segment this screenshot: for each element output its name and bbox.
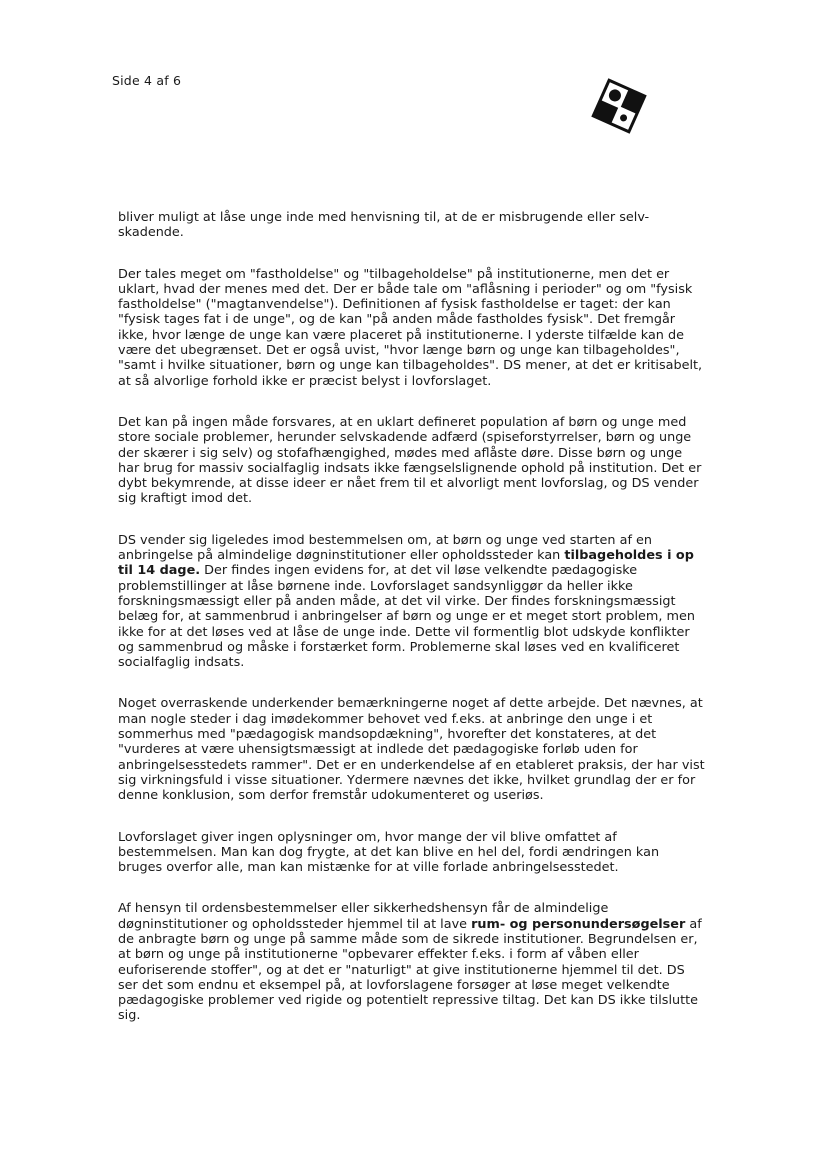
body-paragraph [118,533,706,671]
bold-text: tilbageholdes i op til 14 dage. [118,548,694,579]
paragraph-text: Der findes ingen evidens for, at det vil løse velkendte pædagogiske problemstillinger at låse børnene inde. Lovforslaget sandsynliggør da heller ikke forskningsmæssigt eller på anden måde, at det vil virke. Der findes forskningsmæssigt belæg for, at sammenbrud i anbringelser af børn og unge er et meget stort problem, men ikke for at det løses ved at låse de unge inde. Dette vil formentlig blot udskyde konflikter og sammenbrud og måske i forstærket form. Problemerne skal løses ved en kvalificeret socialfaglig indsats. [118,563,695,671]
body-paragraph [118,696,706,803]
paragraph-text: bliver muligt at låse unge inde med henvisning til, at de er misbrugende eller selv-skadende. [118,210,650,241]
paragraph-text: DS vender sig ligeledes imod bestemmelsen om, at børn og unge ved starten af en anbringelse på almindelige døgninstitutioner eller opholdssteder kan [118,532,653,564]
body-paragraph [118,210,706,241]
bold-text: rum- og personundersøgelser [471,916,686,932]
body-paragraph [118,415,706,507]
paragraph-text: Af hensyn til ordensbestemmelser eller sikkerhedshensyn får de almindelige døgninstitutioner og opholdssteder hjemmel til at lave [118,901,609,932]
page-number: Side 4 af 6 [112,73,182,88]
body-paragraph [118,267,706,389]
paragraph-text: Det kan på ingen måde forsvares, at en uklart defineret population af børn og unge med store sociale problemer, herunder selvskadende adfærd (spiseforstyrrelser, børn og unge der skærer i sig selv) og stofafhængighed, mødes med aflåste døre. Disse børn og unge har brug for massiv socialfaglig indsats ikke fængselslignende ophold på institution. Det er dybt bekymrende, at disse ideer er nået frem til et alvorligt ment lovforslag, og DS vender sig kraftigt imod det. [118,414,702,507]
paragraph-text: Noget overraskende underkender bemærkningerne noget af dette arbejde. Det nævnes, at man nogle steder i dag imødekommer behovet ved f.eks. at anbringe den unge i et sommerhus med "pædagogisk mandsopdækning", hvorefter det konstateres, at det "vurderes at være uhensigtsmæssigt at indlede det pædagogiske forløb uden for anbringelsesstedets rammer". Det er en underkendelse af en etableret praksis, der har vist sig virkningsfuld i visse situationer. Ydermere nævnes det ikke, hvilket grundlag der er for denne konklusion, som derfor fremstår udokumenteret og useriøs. [118,696,705,804]
paragraph-text: af de anbragte børn og unge på samme måde som de sikrede institutioner. Begrundelsen er, at børn og unge på institutionerne "opbevarer effekter f.eks. i form af våben eller euforiserende stoffer", og at det er "naturligt" at give institutionerne hjemmel til det. DS ser det som endnu et eksempel på, at lovforslagene forsøger at løse meget velkendte pædagogiske problemer ved rigide og potentielt repressive tiltag. Det kan DS ikke tilslutte sig. [118,916,702,1024]
document-body [118,210,706,1050]
ds-logo-icon [589,76,649,136]
body-paragraph [118,901,706,1023]
paragraph-text: Lovforslaget giver ingen oplysninger om, hvor mange der vil blive omfattet af bestemmelsen. Man kan dog frygte, at det kan blive en hel del, fordi ændringen kan bruges overfor alle, man kan mistænke for at ville forlade anbringelsesstedet. [118,829,660,876]
paragraph-text: Der tales meget om "fastholdelse" og "tilbageholdelse" på institutionerne, men det er uklart, hvad der menes med det. Der er både tale om "aflåsning i perioder" og om "fysisk fastholdelse" ("magtanvendelse"). Definitionen af fysisk fastholdelse er taget: der kan "fysisk tages fat i de unge", og de kan "på anden måde fastholdes fysisk". Det fremgår ikke, hvor længe de unge kan være placeret på institutionerne. I yderste tilfælde kan de være det ubegrænset. Det er også uvist, "hvor længe børn og unge kan tilbageholdes", "samt i hvilke situationer, børn og unge kan tilbageholdes". DS mener, at det er kritisabelt, at så alvorlige forhold ikke er præcist belyst i lovforslaget. [118,266,703,389]
body-paragraph [118,830,706,876]
